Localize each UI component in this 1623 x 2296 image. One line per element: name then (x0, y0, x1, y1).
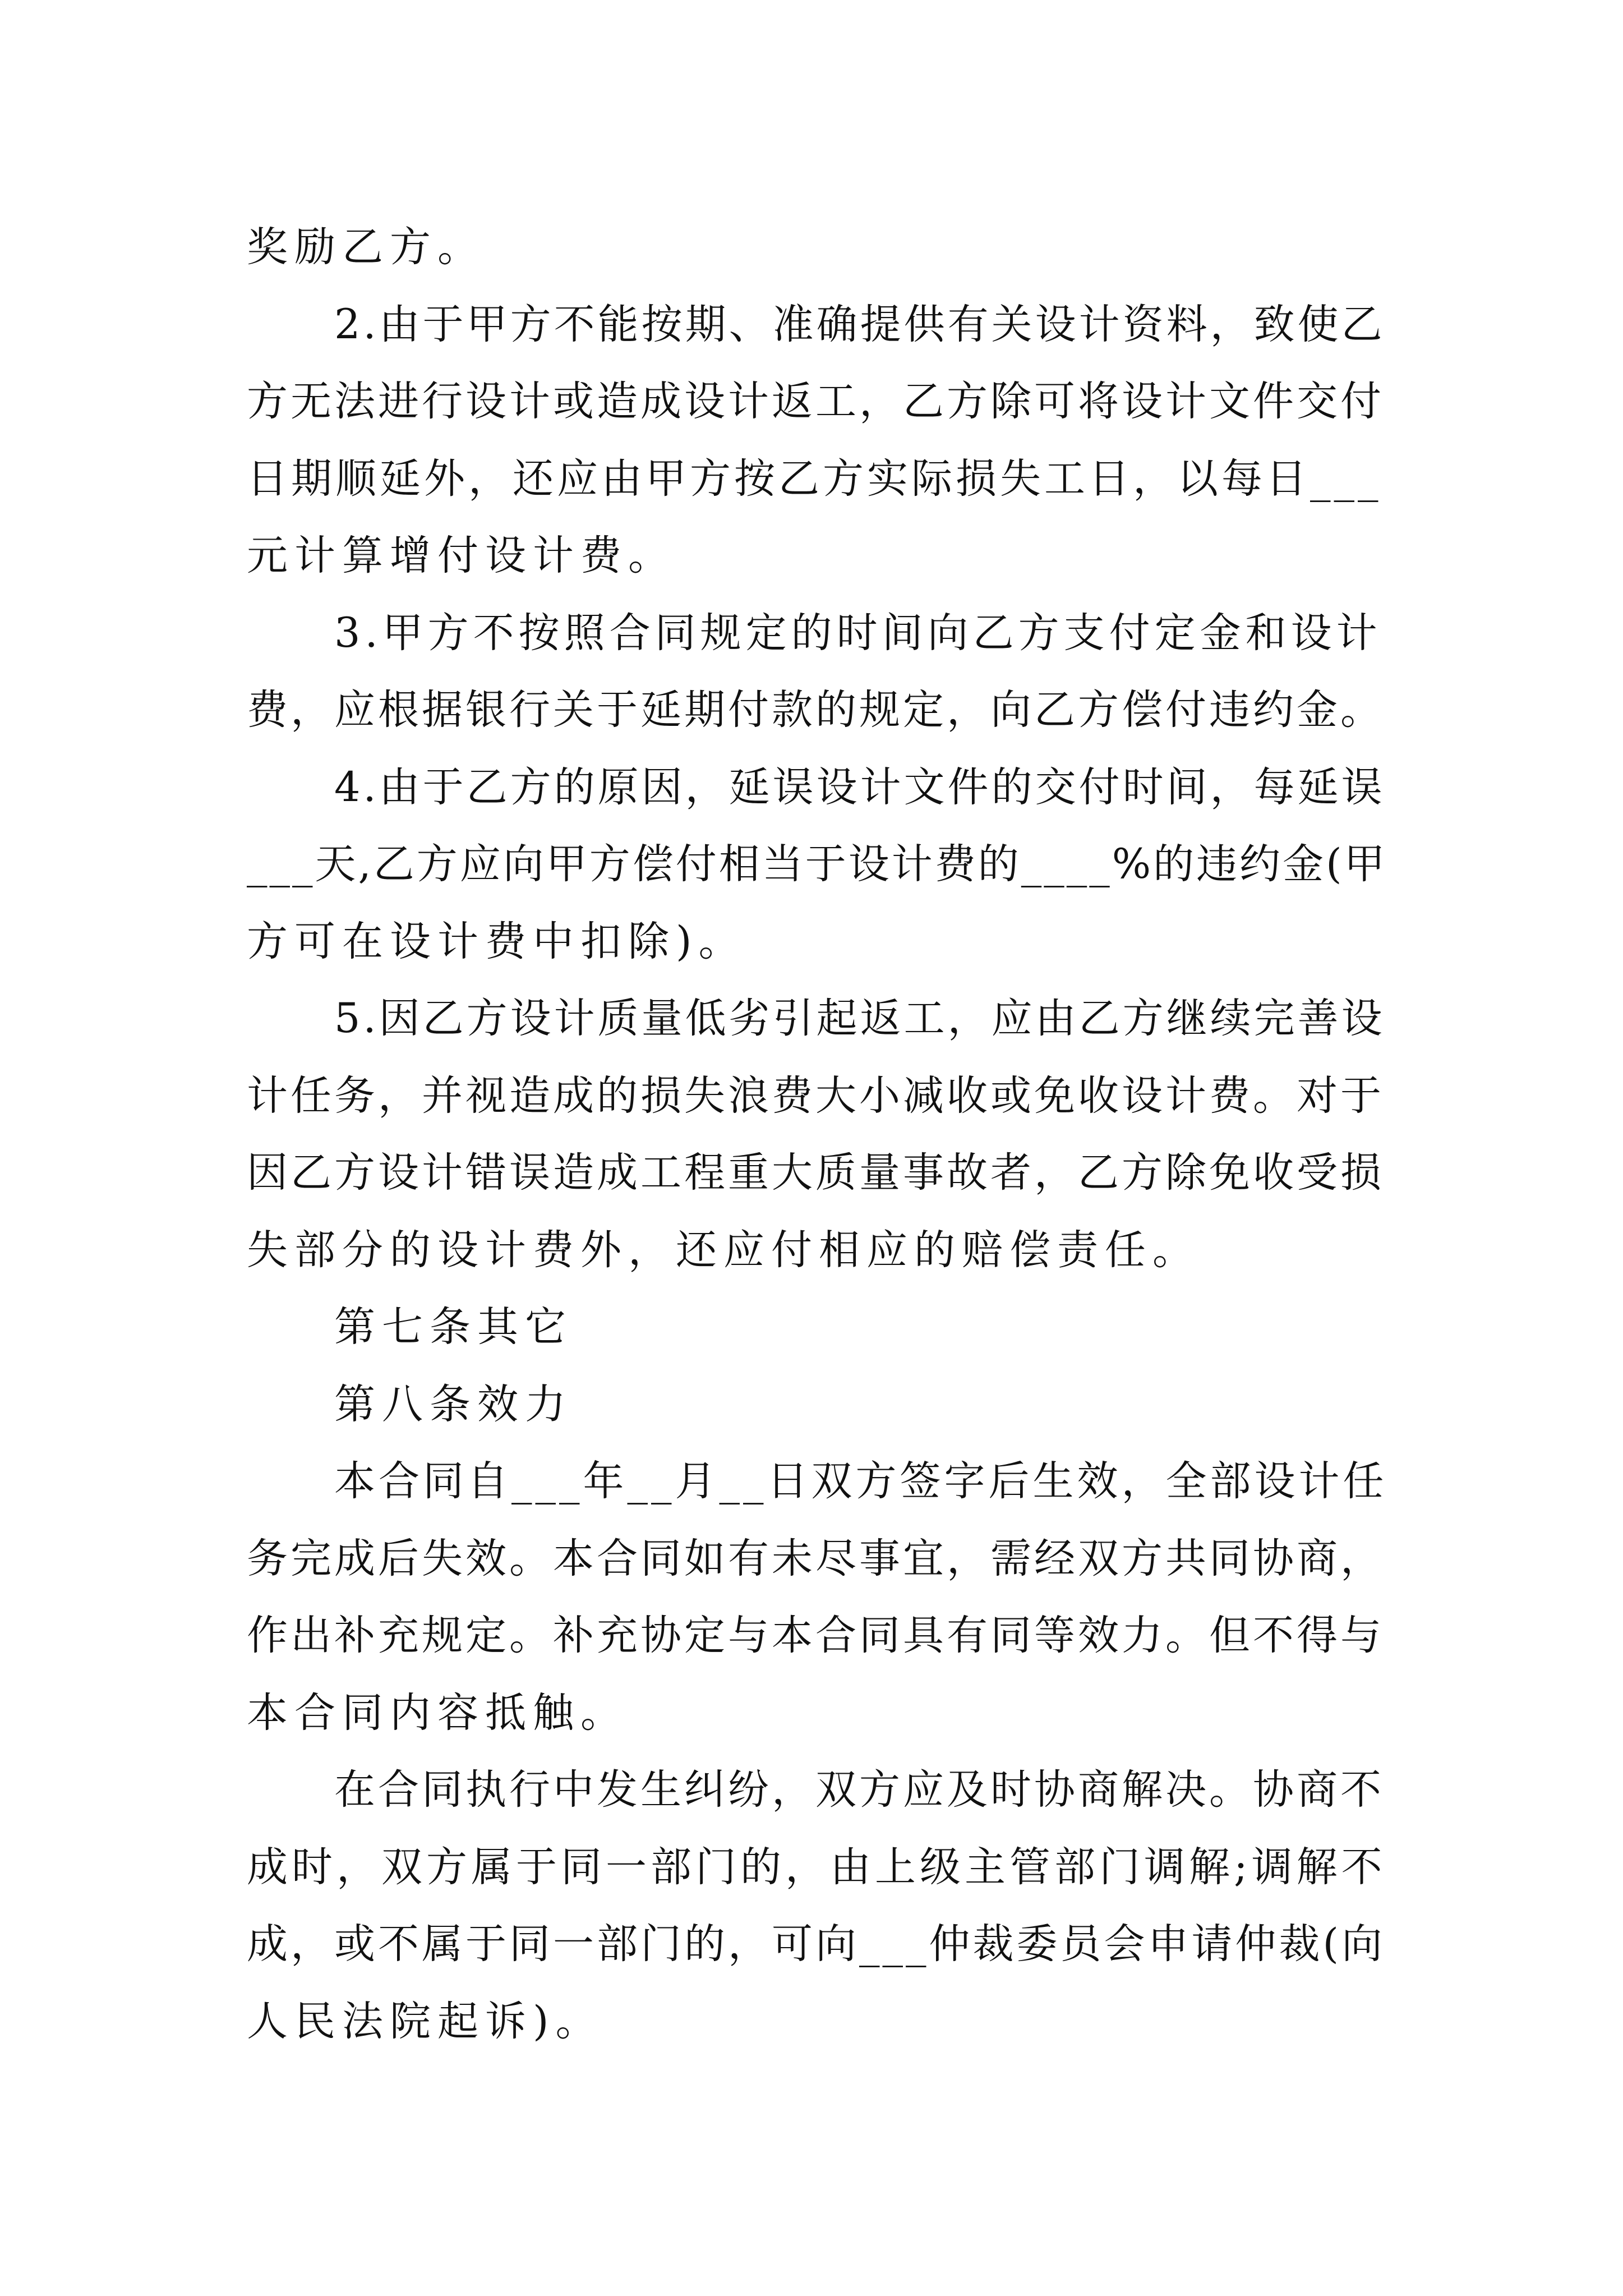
text-line: 3.甲方不按照合同规定的时间向乙方支付定金和设计 (334, 609, 1382, 657)
text-line: 方无法进行设计或造成设计返工，乙方除可将设计文件交付 (247, 378, 1384, 425)
text-line: 本合同自___年__月__日双方签字后生效，全部设计任 (334, 1457, 1387, 1505)
text-line: 方可在设计费中扣除)。 (247, 917, 746, 965)
text-line: 本合同内容抵触。 (247, 1688, 628, 1737)
document-body (247, 209, 1391, 2060)
text-line: 5.因乙方设计质量低劣引起返工，应由乙方继续完善设 (334, 995, 1385, 1042)
text-line: 费，应根据银行关于延期付款的规定，向乙方偿付违约金。 (247, 686, 1384, 734)
text-line: 在合同执行中发生纠纷，双方应及时协商解决。协商不 (334, 1766, 1384, 1814)
text-line: 4.由于乙方的原因，延误设计文件的交付时间，每延误 (334, 763, 1385, 811)
text-line: 2.由于甲方不能按期、准确提供有关设计资料，致使乙 (334, 300, 1385, 348)
text-line: 作出补充规定。补充协定与本合同具有同等效力。但不得与 (247, 1612, 1384, 1659)
section-heading: 第八条效力 (334, 1380, 573, 1428)
text-line: 务完成后失效。本合同如有未尽事宜，需经双方共同协商， (247, 1534, 1384, 1582)
text-line: 奖励乙方。 (247, 223, 485, 271)
text-line: 人民法院起诉)。 (247, 1997, 603, 2045)
text-line: 元计算增付设计费。 (247, 532, 676, 579)
text-line: 计任务，并视造成的损失浪费大小减收或免收设计费。对于 (247, 1071, 1384, 1120)
text-line: 成时，双方属于同一部门的，由上级主管部门调解;调解不 (247, 1843, 1386, 1891)
text-line: ___天,乙方应向甲方偿付相当于设计费的____%的违约金(甲 (247, 840, 1387, 888)
text-line: 因乙方设计错误造成工程重大质量事故者，乙方除免收受损 (247, 1149, 1384, 1197)
section-heading: 第七条其它 (334, 1303, 573, 1351)
text-line: 日期顺延外，还应由甲方按乙方实际损失工日，以每日___ (247, 454, 1382, 503)
text-line: 成，或不属于同一部门的，可向___仲裁委员会申请仲裁(向 (247, 1920, 1385, 1968)
text-line: 失部分的设计费外，还应付相应的赔偿责任。 (247, 1226, 1200, 1274)
